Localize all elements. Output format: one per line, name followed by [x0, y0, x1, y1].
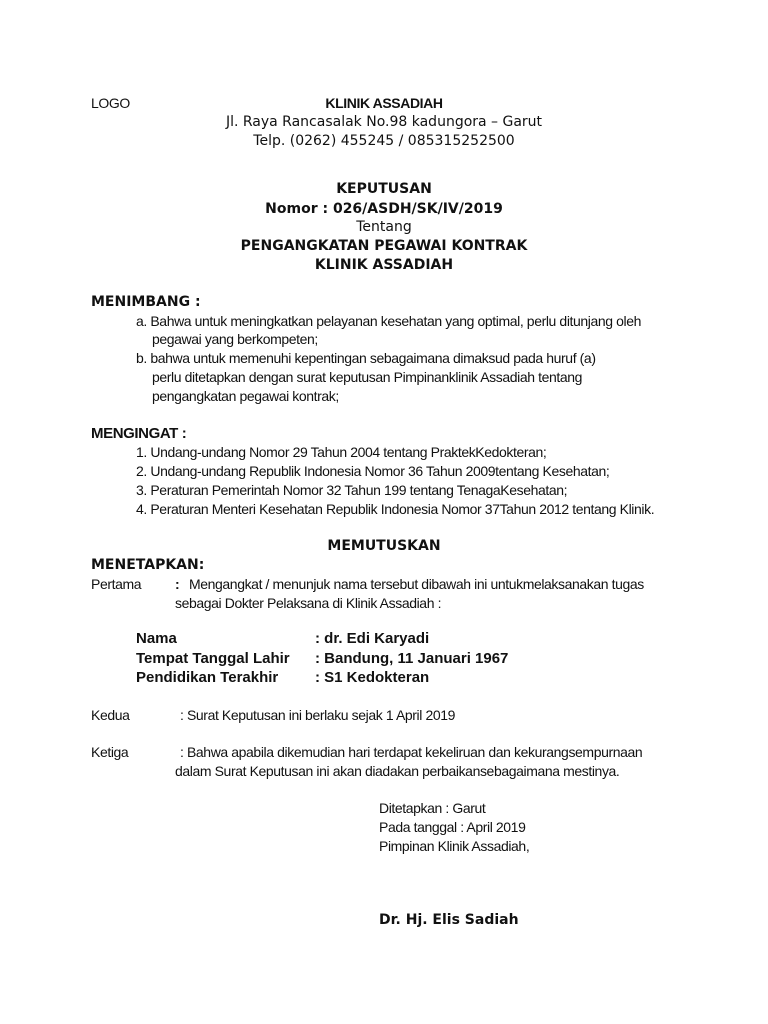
clinic-phone: Telp. (0262) 455245 / 085315252500: [253, 133, 515, 149]
menetapkan-label: MENETAPKAN:: [91, 557, 205, 573]
mengingat-label: MENGINGAT :: [91, 425, 187, 442]
ttl-value: : Bandung, 11 Januari 1967: [315, 650, 509, 667]
menimbang-b-line1: b. bahwa untuk memenuhi kepentingan sebagaimana dimaksud pada huruf (a): [136, 350, 596, 366]
menimbang-b-line3: pengangkatan pegawai kontrak;: [152, 388, 339, 404]
decree-subject-line1: PENGANGKATAN PEGAWAI KONTRAK: [240, 238, 528, 254]
mengingat-item-4: 4. Peraturan Menteri Kesehatan Republik Indonesia Nomor 37Tahun 2012 tentang Klinik.: [136, 501, 655, 517]
menimbang-a-line2: pegawai yang berkompeten;: [152, 331, 318, 347]
ketiga-label: Ketiga: [91, 744, 129, 760]
signature-position: Pimpinan Klinik Assadiah,: [379, 838, 530, 854]
nama-label: Nama: [136, 630, 177, 647]
pendidikan-value: : S1 Kedokteran: [315, 669, 430, 686]
pertama-line1: Mengangkat / menunjuk nama tersebut dibawah ini untukmelaksanakan tugas: [189, 576, 644, 592]
pertama-line2: sebagai Dokter Pelaksana di Klinik Assadiah :: [175, 595, 442, 611]
mengingat-item-3: 3. Peraturan Pemerintah Nomor 32 Tahun 199 tentang TenagaKesehatan;: [136, 482, 568, 498]
decree-about: Tentang: [356, 219, 412, 235]
nama-value: : dr. Edi Karyadi: [315, 630, 430, 647]
menimbang-a-line1: a. Bahwa untuk meningkatkan pelayanan kesehatan yang optimal, perlu ditunjang oleh: [136, 313, 642, 329]
ketiga-line1: : Bahwa apabila dikemudian hari terdapat kekeliruan dan kekurangsempurnaan: [180, 744, 643, 760]
decree-number: Nomor : 026/ASDH/SK/IV/2019: [265, 201, 503, 217]
signature-date: Pada tanggal : April 2019: [379, 819, 526, 835]
menimbang-label: MENIMBANG :: [91, 294, 201, 310]
kedua-label: Kedua: [91, 707, 130, 723]
pertama-colon: :: [175, 576, 180, 592]
signatory-name: Dr. Hj. Elis Sadiah: [379, 912, 519, 928]
memutuskan-heading: MEMUTUSKAN: [327, 538, 441, 554]
decree-heading: KEPUTUSAN: [336, 181, 432, 197]
clinic-name: KLINIK ASSADIAH: [325, 95, 443, 111]
decree-subject-line2: KLINIK ASSADIAH: [314, 257, 454, 273]
ttl-label: Tempat Tanggal Lahir: [136, 650, 290, 667]
mengingat-item-1: 1. Undang-undang Nomor 29 Tahun 2004 tentang PraktekKedokteran;: [136, 444, 547, 460]
signature-place: Ditetapkan : Garut: [379, 800, 486, 816]
clinic-address: Jl. Raya Rancasalak No.98 kadungora – Garut: [225, 114, 543, 130]
menimbang-b-line2: perlu ditetapkan dengan surat keputusan Pimpinanklinik Assadiah tentang: [152, 369, 583, 385]
pertama-label: Pertama: [91, 576, 142, 592]
kedua-text: : Surat Keputusan ini berlaku sejak 1 April 2019: [180, 707, 455, 723]
logo-placeholder: LOGO: [91, 95, 130, 111]
ketiga-line2: dalam Surat Keputusan ini akan diadakan perbaikansebagaimana mestinya.: [175, 763, 620, 779]
pendidikan-label: Pendidikan Terakhir: [136, 669, 279, 686]
mengingat-item-2: 2. Undang-undang Republik Indonesia Nomor 36 Tahun 2009tentang Kesehatan;: [136, 463, 610, 479]
